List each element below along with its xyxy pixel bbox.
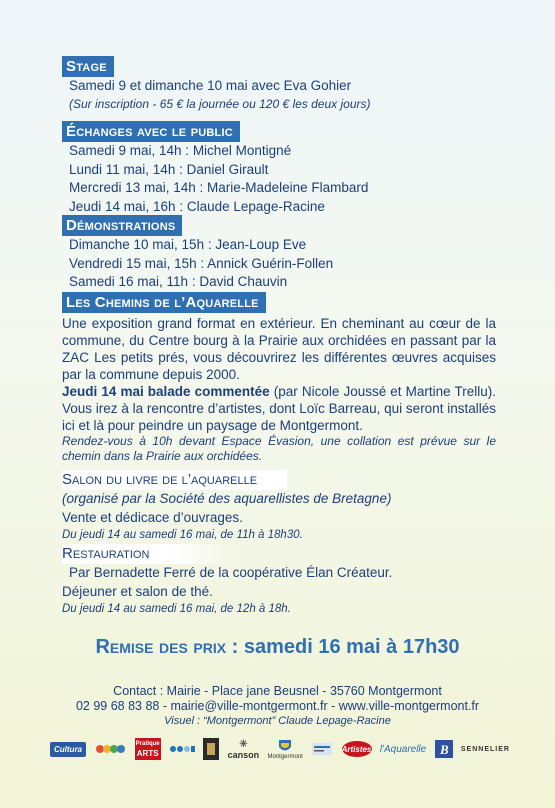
book-icon [206, 742, 216, 756]
section-demonstrations [62, 215, 333, 292]
demo-item: Vendredi 15 mai, 15h : Annick Guérin-Follen [69, 255, 334, 271]
section-header-chemins: Les Chemins de l’Aquarelle [62, 292, 266, 313]
balade-text: (par Nicole Joussé et Martine Trellu). Vous irez à la rencontre d’artistes, dont Loïc Barreau, qui seront installés ici et là pour peindre un paysage de Montgermont. [62, 384, 496, 433]
couleurs-logo [94, 740, 126, 758]
echange-item: Jeudi 14 mai, 16h : Claude Lepage-Racine [69, 198, 325, 214]
demo-item: Dimanche 10 mai, 15h : Jean-Loup Eve [69, 237, 307, 252]
prize-date: : samedi 16 mai à 17h30 [226, 636, 460, 658]
section-header-salon: Salon du livre de l’aquarelle [62, 470, 287, 490]
section-header-demonstrations: Démonstrations [62, 215, 182, 236]
svg-text:B: B [439, 742, 449, 756]
salon-dates: Du jeudi 14 au samedi 16 mai, de 11h à 18h30. [62, 529, 303, 541]
montgermont-text: Montgermont [267, 754, 303, 760]
contact-phone-email: 02 99 68 83 88 - mairie@ville-montgermont.fr - www.ville-montgermont.fr [75, 699, 480, 713]
canson-logo [228, 739, 260, 760]
salon-vente: Vente et dédicace d’ouvrages. [62, 509, 243, 525]
restauration-line1: Par Bernadette Ferré de la coopérative Élan Créateur. [69, 565, 393, 580]
section-chemins [62, 292, 496, 464]
echange-item: Lundi 11 mai, 14h : Daniel Girault [69, 161, 269, 177]
chemins-balade [62, 383, 496, 434]
aquarelle-logo: l'Aquarelle [379, 743, 427, 755]
contact-address: Contact : Mairie - Place jane Beusnel - 35760 Montgermont [113, 684, 442, 698]
section-stage [62, 56, 371, 112]
prize-label: Remise des prix [95, 636, 227, 658]
montgermont-crest-icon [277, 738, 293, 754]
canson-mark: ✳ [239, 738, 248, 750]
section-salon [62, 470, 391, 543]
restauration-dates: Du jeudi 14 au samedi 16 mai, de 12h à 18h. [62, 603, 291, 615]
section-header-echanges: Échanges avec le public [62, 121, 240, 142]
chemins-rdv: Rendez-vous à 10h devant Espace Évasion, une collation est prévue sur le chemin dans la Prairie aux orchidées. [62, 434, 496, 463]
section-echanges [62, 121, 368, 216]
b-letter-icon [437, 742, 451, 756]
sponsor-logos [50, 734, 510, 764]
prize-announcement [0, 636, 555, 659]
chemins-paragraph: Une exposition grand format en extérieur. En cheminant au cœur de la commune, du Centre bourg à la Prairie aux orchidées en passant par la ZAC Les petits prés, vous découvrirez les différentes œuvres acquises par la commune depuis 2000. [62, 316, 496, 382]
balade-title: Jeudi 14 mai balade commentée [62, 384, 270, 399]
canson-text: canson [227, 749, 260, 760]
couleurs-icon [94, 740, 126, 758]
echange-item: Samedi 9 mai, 14h : Michel Montigné [69, 143, 292, 158]
pratique-text: Pratique [135, 741, 160, 747]
contact-visuel: Visuel : “Montgermont” Claude Lepage-Racine [164, 715, 391, 727]
pratique-arts-logo [135, 738, 161, 760]
book-logo [203, 738, 219, 760]
section-header-stage: Stage [62, 56, 114, 77]
section-header-restauration: Restauration [62, 544, 239, 564]
bank-icon [311, 741, 333, 757]
b-logo [435, 740, 453, 758]
artistes-logo: Artistes [342, 741, 372, 757]
dots-logo [169, 742, 195, 756]
arts-text: ARTS [136, 749, 159, 758]
bank-logo [311, 741, 333, 757]
dots-icon [169, 742, 195, 756]
section-restauration [62, 544, 392, 617]
stage-note: (Sur inscription - 65 € la journée ou 120 € les deux jours) [69, 96, 371, 111]
cultura-logo: Cultura [50, 742, 86, 757]
contact-block [0, 684, 555, 729]
echange-item: Mercredi 13 mai, 14h : Marie-Madeleine Flambard [69, 180, 369, 195]
stage-line: Samedi 9 et dimanche 10 mai avec Eva Gohier [69, 78, 352, 93]
sennelier-logo: SENNELIER [460, 745, 510, 753]
restauration-line2: Déjeuner et salon de thé. [62, 583, 213, 599]
salon-org: (organisé par la Société des aquarellistes de Bretagne) [62, 491, 392, 506]
montgermont-logo [267, 738, 302, 760]
demo-item: Samedi 16 mai, 11h : David Chauvin [69, 274, 288, 289]
